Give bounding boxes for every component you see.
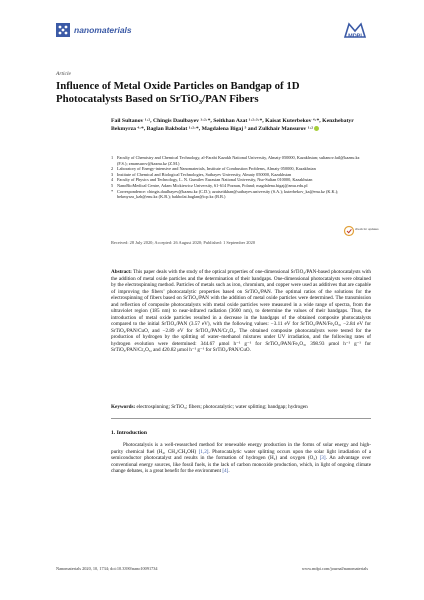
journal-url[interactable]: www.mdpi.com/journal/nanomaterials (301, 566, 368, 571)
mdpi-logo-icon (343, 21, 367, 39)
check-for-updates-label: check for updates (355, 227, 379, 231)
section-title: 1. Introduction (111, 430, 147, 436)
article-type: Article (56, 71, 71, 77)
reference-link[interactable]: [3] (319, 455, 326, 461)
affiliation-item: 4 Faculty of Physics and Technology, L. N. Gumilev Eurasian National University, Nur-Sultan 010000, Kazakhstan (111, 177, 313, 183)
reference-link[interactable]: [4] (222, 468, 229, 474)
section-divider (111, 418, 371, 419)
keywords-label: Keywords: (111, 404, 136, 410)
keywords (111, 404, 371, 411)
mdpi-logo-text: MDPI (348, 33, 362, 40)
abstract-label: Abstract: (111, 269, 132, 275)
check-for-updates-icon[interactable] (344, 224, 379, 238)
publication-dates: Received: 28 July 2020; Accepted: 26 August 2020; Published: 1 September 2020 (111, 240, 256, 245)
authors-text: Fail Sultanov ¹·², Chingis Daulbayev ¹·²·*, Seitkhan Azat ¹·²·³·*, Kaisat Kuterbekov ⁴·*, Kenzhebatyr Bekmyrza ⁴·*, Baglan Bakbolat ¹·²·*, Magdalena Bigaj ⁵ and Zulkhair Mansurov ¹·² (111, 118, 354, 132)
correspondence: * Correspondence: chingis.daulbayev@kaznu.kz (C.D.); azatseitkhan@satbayev.university (S.A.); kuterbekov_ka@enu.kz (K.K.); bekmyrza_kzh@enu.kz (K.B.); bakbolat.baglan@icp.kz (B.B.) (111, 188, 339, 200)
abstract (111, 269, 371, 354)
affiliation-item: 5 NanoBioMedical Centre, Adam Mickiewicz University, 61-614 Poznan, Poland; magdalena.bigaj@amu.edu.pl (111, 182, 308, 188)
abstract-text: This paper deals with the study of the optical properties of one-dimensional SrTiO₃/PAN-based photocatalysts with the addition of metal oxide particles and the determination of their bandgaps. One-dimensional photocatalysts were obtained by the electrospinning method. Particles of metals such as iron, chromium, and copper were used as additives that are capable of improving the fibers’ photocatalytic properties based on SrTiO₃/PAN. The optimal ratios of the solutions for the electrospinning of fibers based on SrTiO₃/PAN with the addition of metal oxide particles were determined. The transmission and reflection of composite photocatalysts with metal oxide particles were measured in a wide range of spectra, from the ultraviolet region (185 nm) to near-infrared radiation (3600 nm), to determine the values of their bandgaps. Thus, the introduction of metal oxide particles resulted in a decrease in the bandgaps of the obtained composite photocatalysts compared to the initial SrTiO₃/PAN (3.57 eV), with the following values: −3.11 eV for SrTiO₃/PAN/Fe₂O₃, −2.84 eV for SrTiO₃/PAN/CuO, and −2.89 eV for SrTiO₃/PAN/Cr₂O₃. The obtained composite photocatalysts were tested for the production of hydrogen by the splitting of water–methanol mixtures under UV irradiation, and the following rates of hydrogen evolution were determined: 344.67 μmol h⁻¹ g⁻¹ for SrTiO₃/PAN/Fe₂O₃, 398.93 μmol h⁻¹ g⁻¹ for SrTiO₃/PAN/Cr₂O₃, and 420.82 μmol h⁻¹ g⁻¹ for SrTiO₃/PAN/CuO. (111, 269, 371, 353)
keywords-text: electrospinning; SrTiO₃; fibers; photocatalytic; water splitting; bandgap; hydrogen (136, 404, 308, 410)
affiliation-item: 1 Faculty of Chemistry and Chemical Technology, al-Farabi Kazakh National University, Almaty 050000, Kazakhstan; sultanov.fail@kaznu.kz (F.S.); zmansurov@kaznu.kz (Z.M.) (111, 155, 360, 166)
affiliations (111, 155, 371, 200)
article-title: Influence of Metal Oxide Particles on Bandgap of 1D Photocatalysts Based on SrTiO₃/PAN Fibers (56, 80, 300, 105)
journal-name: nanomaterials (74, 25, 132, 35)
author-list (111, 118, 371, 133)
affiliation-item: 3 Institute of Chemical and Biological Technologies, Satbayev University, Almaty 050000, Kazakhstan (111, 171, 292, 177)
journal-logo-icon (56, 23, 70, 37)
affiliation-item: 2 Laboratory of Energy-intensive and Nanomaterials, Institute of Combustion Problems, Almaty 050000, Kazakhstan (111, 166, 316, 172)
reference-link[interactable]: [1,2] (198, 448, 209, 455)
citation-footer: Nanomaterials 2020, 10, 1734; doi:10.3390/nano10091734 (56, 566, 158, 571)
orcid-icon[interactable] (314, 126, 319, 131)
introduction-paragraph: Photocatalysis is a well-researched method for renewable energy production in the forms of solar energy and high-purity chemical fuel (H₂, CH₄/CH₃OH) [1,2]. Photocatalytic water splitting occurs upon the solar light irradiation of a semiconductor photocatalyst and results in the formation of hydrogen (H₂) and oxygen (O₂) [3]. An advantage over conventional energy sources, like fossil fuels, is the lack of carbon monoxide production, which, in light of ongoing climate change debates, is a great benefit for the environment [4]. (111, 442, 371, 474)
